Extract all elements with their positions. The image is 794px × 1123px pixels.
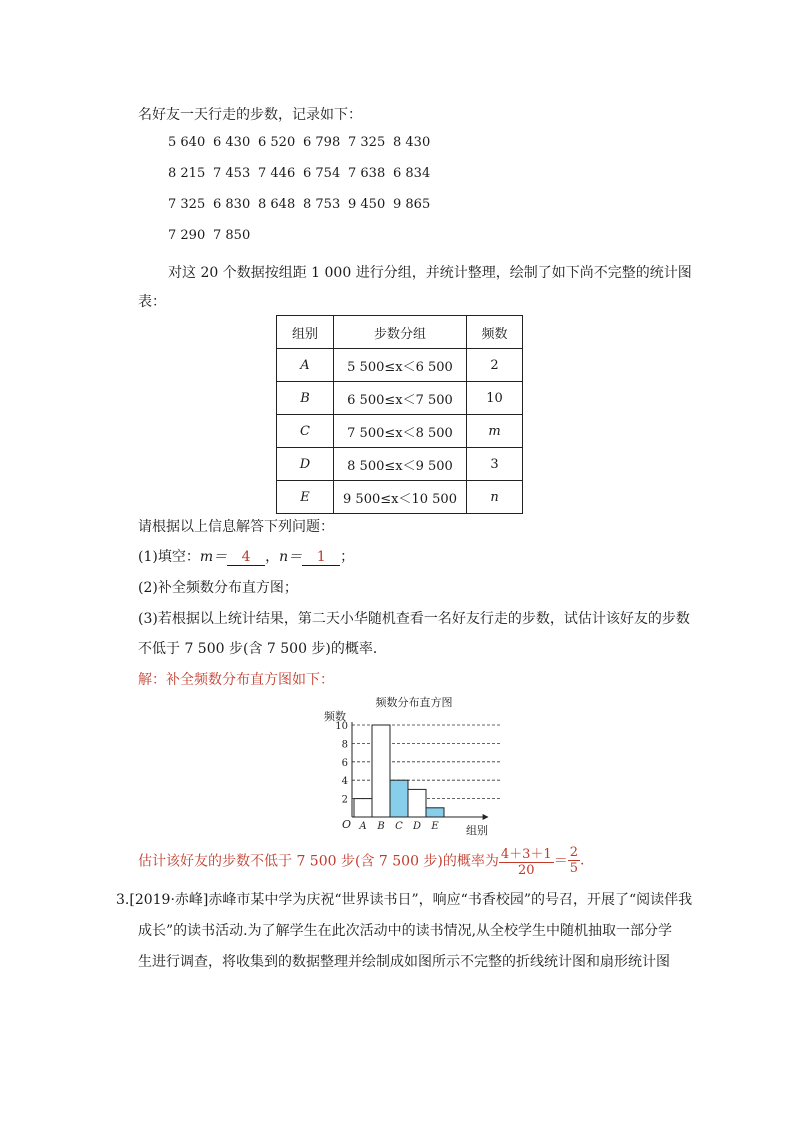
data-value: 7 453: [213, 166, 251, 181]
data-value: 7 325: [168, 197, 206, 212]
data-value: 7 290: [168, 228, 206, 243]
solution-intro: 解：补全频数分布直方图如下：: [138, 672, 334, 688]
cell-range: 5 500≤x＜6 500: [334, 349, 467, 382]
frequency-histogram: [316, 692, 500, 838]
result-fraction: [568, 845, 580, 876]
x-tick-label: B: [377, 821, 385, 832]
data-value: 9 865: [393, 197, 431, 212]
cell-group: C: [277, 415, 334, 448]
header-group: 组别: [277, 316, 334, 349]
header-range: 步数分组: [334, 316, 467, 349]
y-axis-label: 频数: [324, 710, 346, 723]
q1-end: ；: [340, 549, 355, 565]
cell-frequency: m: [467, 415, 523, 448]
grouping-text: 对这 20 个数据按组距 1 000 进行分组，并统计整理，绘制了如下尚不完整的统计图: [168, 265, 692, 281]
problem-3-line2: 成长”的读书活动.为了解学生在此次活动中的读书情况,从全校学生中随机抽取一部分学: [138, 923, 673, 939]
data-value: 6 754: [303, 166, 341, 181]
chart-title: 频数分布直方图: [375, 696, 453, 709]
x-axis-label: 组别: [466, 824, 488, 837]
data-value: 9 450: [348, 197, 386, 212]
estimate-fraction: [499, 843, 554, 878]
table-row: [277, 448, 523, 481]
data-row: [168, 197, 438, 212]
question-3-cont: 不低于 7 500 步(含 7 500 步)的概率．: [138, 641, 387, 657]
data-value: 6 798: [303, 135, 341, 150]
data-value: 8 215: [168, 166, 206, 181]
q1-sep: ，: [265, 549, 280, 565]
y-tick-label: 8: [341, 739, 348, 751]
question-intro: 请根据以上信息解答下列问题：: [138, 519, 334, 535]
q1-prefix: (1)填空：: [138, 549, 200, 565]
cell-group: D: [277, 448, 334, 481]
y-tick-label: 2: [341, 794, 348, 806]
table-row: [277, 349, 523, 382]
y-tick-label: 4: [341, 776, 348, 788]
data-value: 7 325: [348, 135, 386, 150]
data-value: 8 753: [303, 197, 341, 212]
data-value: 6 834: [393, 166, 431, 181]
grouping-text-cont: 表：: [138, 294, 166, 310]
data-value: 6 830: [213, 197, 251, 212]
frequency-table: [276, 315, 523, 514]
cell-range: 9 500≤x＜10 500: [334, 481, 467, 514]
data-value: 7 850: [213, 228, 251, 243]
cell-frequency: n: [467, 481, 523, 514]
cell-group: B: [277, 382, 334, 415]
cell-frequency: 3: [467, 448, 523, 481]
table-row: [277, 382, 523, 415]
table-row: [277, 415, 523, 448]
intro-text: 名好友一天行走的步数，记录如下：: [138, 107, 362, 123]
cell-range: 8 500≤x＜9 500: [334, 448, 467, 481]
x-tick-label: C: [395, 821, 403, 832]
histogram-bar: [408, 789, 426, 817]
problem-3-line1: 3.[2019·赤峰]赤峰市某中学为庆祝“世界读书日”，响应“书香校园”的号召，开展了“阅读伴我: [116, 892, 693, 908]
histogram-bar: [390, 780, 408, 817]
x-tick-label: D: [412, 821, 422, 832]
cell-range: 6 500≤x＜7 500: [334, 382, 467, 415]
data-value: 6 520: [258, 135, 296, 150]
equals-sign: ＝: [553, 853, 568, 870]
problem-3-line3: 生进行调查，将收集到的数据整理并绘制成如图所示不完整的折线统计图和扇形统计图: [138, 954, 670, 970]
origin-label: O: [342, 818, 352, 831]
data-row: [168, 166, 438, 181]
result-numerator: 2: [569, 845, 578, 860]
table-row: [277, 481, 523, 514]
data-value: 7 446: [258, 166, 296, 181]
histogram-bar: [354, 799, 372, 817]
x-tick-label: E: [431, 821, 439, 832]
data-value: 7 638: [348, 166, 386, 181]
q1-m-answer: 4: [227, 549, 265, 566]
estimate-end: .: [580, 852, 585, 869]
estimate-line: [138, 843, 584, 878]
table-header-row: [277, 316, 523, 349]
cell-range: 7 500≤x＜8 500: [334, 415, 467, 448]
fraction-denominator: 20: [518, 863, 535, 878]
data-value: 6 430: [213, 135, 251, 150]
cell-group: E: [277, 481, 334, 514]
q1-n-answer: 1: [302, 549, 340, 566]
fraction-numerator: 4＋3＋1: [499, 843, 554, 863]
question-2: (2)补全频数分布直方图；: [138, 580, 298, 596]
question-1: [138, 546, 354, 566]
y-tick-label: 6: [341, 757, 348, 769]
cell-frequency: 2: [467, 349, 523, 382]
data-value: 5 640: [168, 135, 206, 150]
cell-frequency: 10: [467, 382, 523, 415]
data-value: 8 648: [258, 197, 296, 212]
x-tick-label: A: [359, 821, 367, 832]
q1-m-label: m＝: [199, 549, 228, 565]
histogram-bar: [426, 808, 444, 817]
data-row: [168, 228, 258, 243]
question-3: (3)若根据以上统计结果，第二天小华随机查看一名好友行走的步数，试估计该好友的步数: [138, 611, 690, 627]
data-row: [168, 135, 438, 150]
y-tick-label: 10: [335, 721, 348, 732]
data-value: 8 430: [393, 135, 431, 150]
cell-group: A: [277, 349, 334, 382]
histogram-bar: [372, 725, 390, 817]
estimate-text: 估计该好友的步数不低于 7 500 步(含 7 500 步)的概率为: [138, 853, 499, 870]
header-frequency: 频数: [467, 316, 523, 349]
result-denominator: 5: [569, 861, 578, 876]
q1-n-label: n＝: [279, 549, 303, 565]
